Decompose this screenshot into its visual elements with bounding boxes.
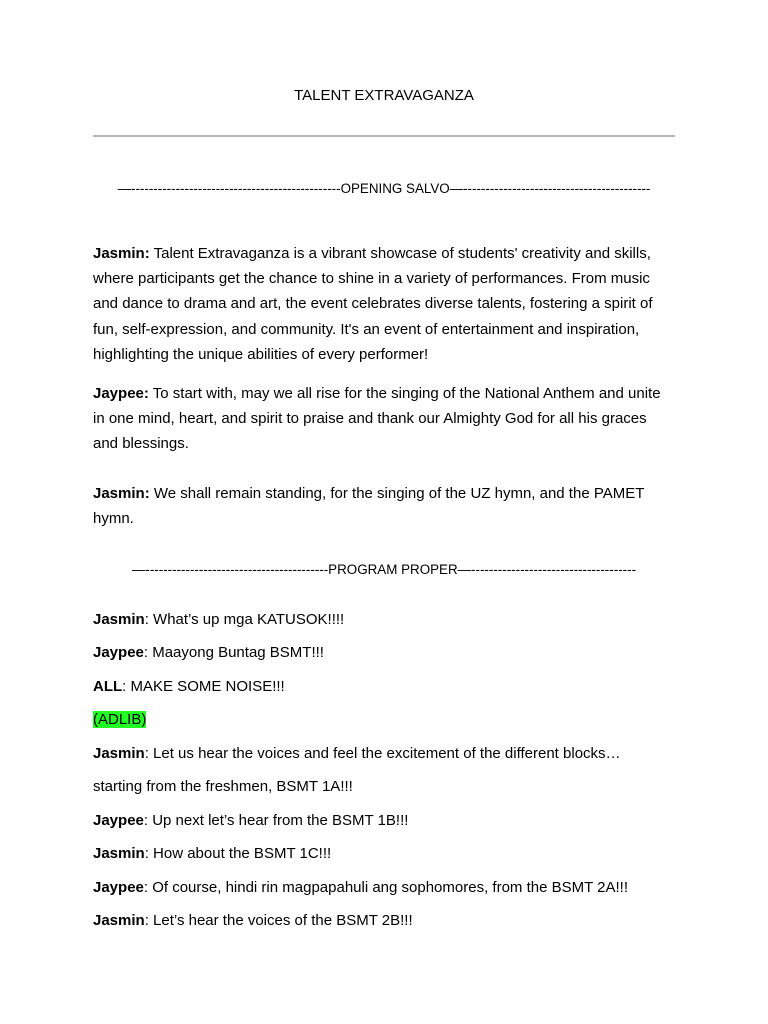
script-paragraph-jaypee-anthem [93,381,675,457]
speaker-name: Jasmin: [93,245,150,262]
speaker-name: Jasmin [93,845,145,862]
speaker-name: Jasmin [93,745,145,762]
dialogue-text: : Let us hear the voices and feel the excitement of the different blocks… [144,745,621,762]
dialogue-text: : MAKE SOME NOISE!!! [122,678,285,695]
dialogue-text: : How about the BSMT 1C!!! [144,845,332,862]
script-line [93,644,675,662]
document-title: TALENT EXTRAVAGANZA [294,87,474,104]
script-line [93,912,675,930]
dialogue-text: : Let’s hear the voices of the BSMT 2B!!! [144,912,413,929]
script-line-continuation [93,778,675,796]
script-paragraph-jasmin-intro [93,241,675,367]
adlib-highlight: (ADLIB) [93,711,147,728]
script-line [93,812,675,830]
speaker-name: ALL [93,678,123,695]
section-divider-opening-salvo: —-----------------------------------------------OPENING SALVO—------------------------------------------ [117,181,651,196]
speaker-name: Jaypee: [93,385,149,402]
speaker-name: Jasmin: [93,485,150,502]
speaker-name: Jaypee [93,879,144,896]
script-line-adlib [93,711,675,729]
dialogue-text: We shall remain standing, for the singing of the UZ hymn, and the PAMET hymn. [93,485,645,528]
dialogue-text: To start with, may we all rise for the singing of the National Anthem and unite in one mind, heart, and spirit to praise and thank our Almighty God for all his graces and blessings. [93,385,661,453]
dialogue-text: starting from the freshmen, BSMT 1A!!! [93,778,353,795]
script-paragraph-jasmin-hymn [93,481,675,531]
dialogue-text: : Maayong Buntag BSMT!!! [143,644,324,661]
speaker-name: Jasmin [93,611,145,628]
script-line [93,845,675,863]
script-line [93,745,675,763]
speaker-name: Jaypee [93,644,144,661]
dialogue-text: Talent Extravaganza is a vibrant showcase of students' creativity and skills, where participants get the chance to shine in a variety of performances. From music and dance to drama and art, the event celebrates diverse talents, fostering a spirit of fun, self-expression, and community. It's an event of entertainment and inspiration, highlighting the unique abilities of every performer! [93,245,653,363]
dialogue-text: : Of course, hindi rin magpapahuli ang sophomores, from the BSMT 2A!!! [143,879,629,896]
script-line [93,611,675,629]
section-divider-program-proper: —-----------------------------------------PROGRAM PROPER—------------------------------------- [131,562,637,577]
dialogue-text: : What’s up mga KATUSOK!!!! [144,611,345,628]
speaker-name: Jasmin [93,912,145,929]
script-line [93,678,675,696]
horizontal-rule [93,135,675,137]
script-line [93,879,675,897]
dialogue-text: : Up next let’s hear from the BSMT 1B!!! [143,812,409,829]
speaker-name: Jaypee [93,812,144,829]
